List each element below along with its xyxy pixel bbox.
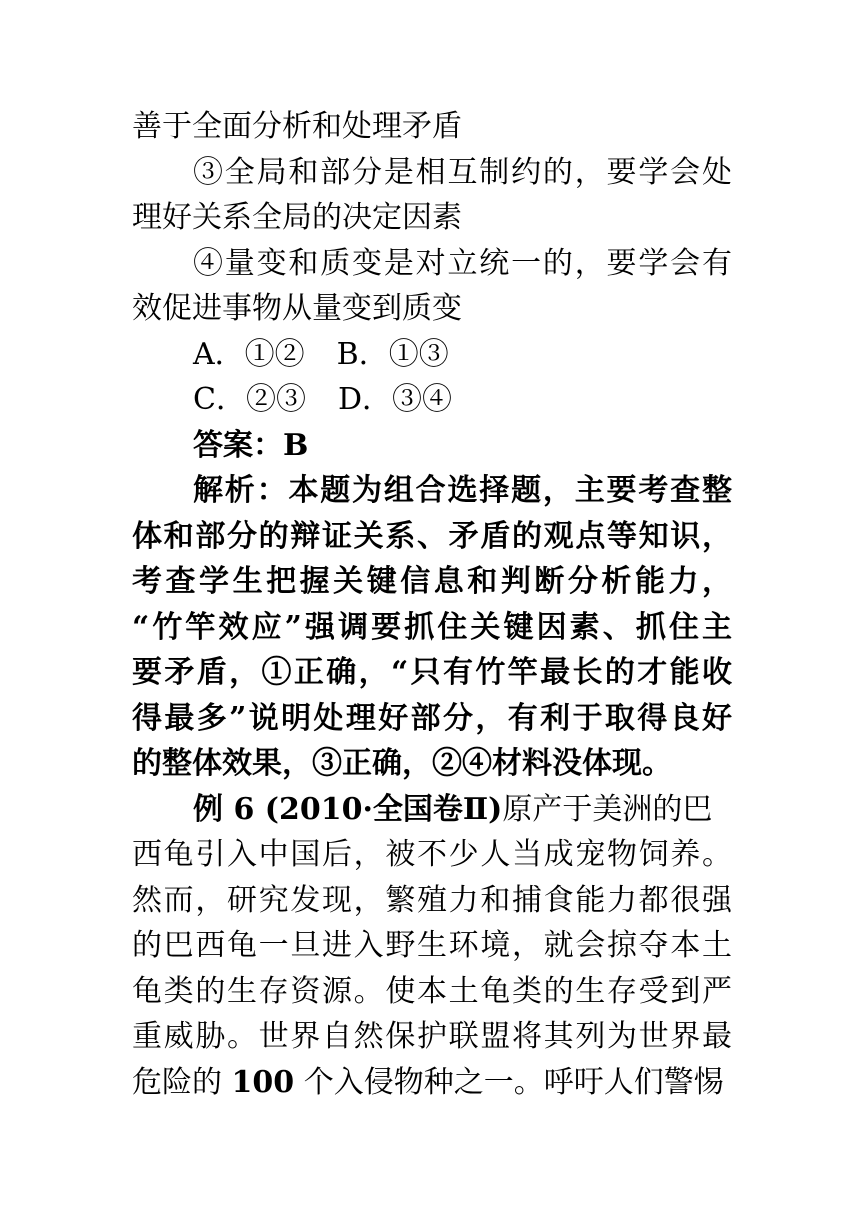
- document-page: [132, 104, 732, 1105]
- analysis-text: 本题为组合选择题，主要考查整: [288, 473, 732, 508]
- answer-line: [132, 423, 732, 469]
- analysis-label: 解析：: [193, 473, 289, 508]
- example-6-text: 个入侵物种之一。呼吁人们警惕: [303, 1064, 724, 1100]
- analysis-line: 考查学生把握关键信息和判断分析能力，: [132, 564, 732, 599]
- example-6-label: 例 6 (2010·全国卷Ⅱ): [193, 791, 503, 827]
- choices-row-ab: [132, 332, 732, 378]
- example-6-line: 西龟引入中国后，被不少人当成宠物饲养。: [132, 837, 732, 872]
- analysis-line: [132, 468, 732, 514]
- example-6-heading-line: [132, 787, 732, 833]
- option-item-4-continued: 效促进事物从量变到质变: [132, 291, 462, 326]
- answer-label: 答案：: [193, 427, 283, 463]
- question-text-line: 善于全面分析和处理矛盾: [132, 109, 462, 144]
- example-6-text: 危险的: [132, 1064, 222, 1100]
- example-6-line: [132, 1060, 732, 1106]
- analysis-line: “竹竿效应”强调要抓住关键因素、抓住主: [132, 609, 732, 645]
- analysis-line: 要矛盾，①正确，“只有竹竿最长的才能收: [132, 655, 732, 690]
- example-6-line: 然而，研究发现，繁殖力和捕食能力都很强: [132, 882, 732, 918]
- example-6-line: 重威胁。世界自然保护联盟将其列为世界最: [132, 1019, 732, 1054]
- option-item-4: ④量变和质变是对立统一的，要学会有: [193, 245, 732, 281]
- analysis-line: 得最多”说明处理好部分，有利于取得良好: [132, 700, 732, 736]
- choice-b: B．①③: [336, 336, 449, 372]
- answer-value: B: [283, 427, 309, 463]
- choices-row-cd: [132, 377, 732, 423]
- example-6-text: 原产于美洲的巴: [502, 791, 713, 827]
- choice-a: A．①②: [193, 336, 305, 372]
- example-6-line: 的巴西龟一旦进入野生环境，就会掠夺本土: [132, 928, 732, 963]
- choice-d: D．③④: [337, 382, 453, 417]
- example-6-line: 龟类的生存资源。使本土龟类的生存受到严: [132, 973, 732, 1009]
- example-6-number: 100: [231, 1064, 295, 1100]
- choice-c: C．②③: [193, 382, 306, 417]
- analysis-line: 体和部分的辩证关系、矛盾的观点等知识，: [132, 518, 732, 554]
- option-item-3: ③全局和部分是相互制约的，要学会处: [193, 154, 732, 190]
- analysis-line: 的整体效果，③正确，②④材料没体现。: [132, 746, 672, 781]
- option-item-3-continued: 理好关系全局的决定因素: [132, 200, 462, 235]
